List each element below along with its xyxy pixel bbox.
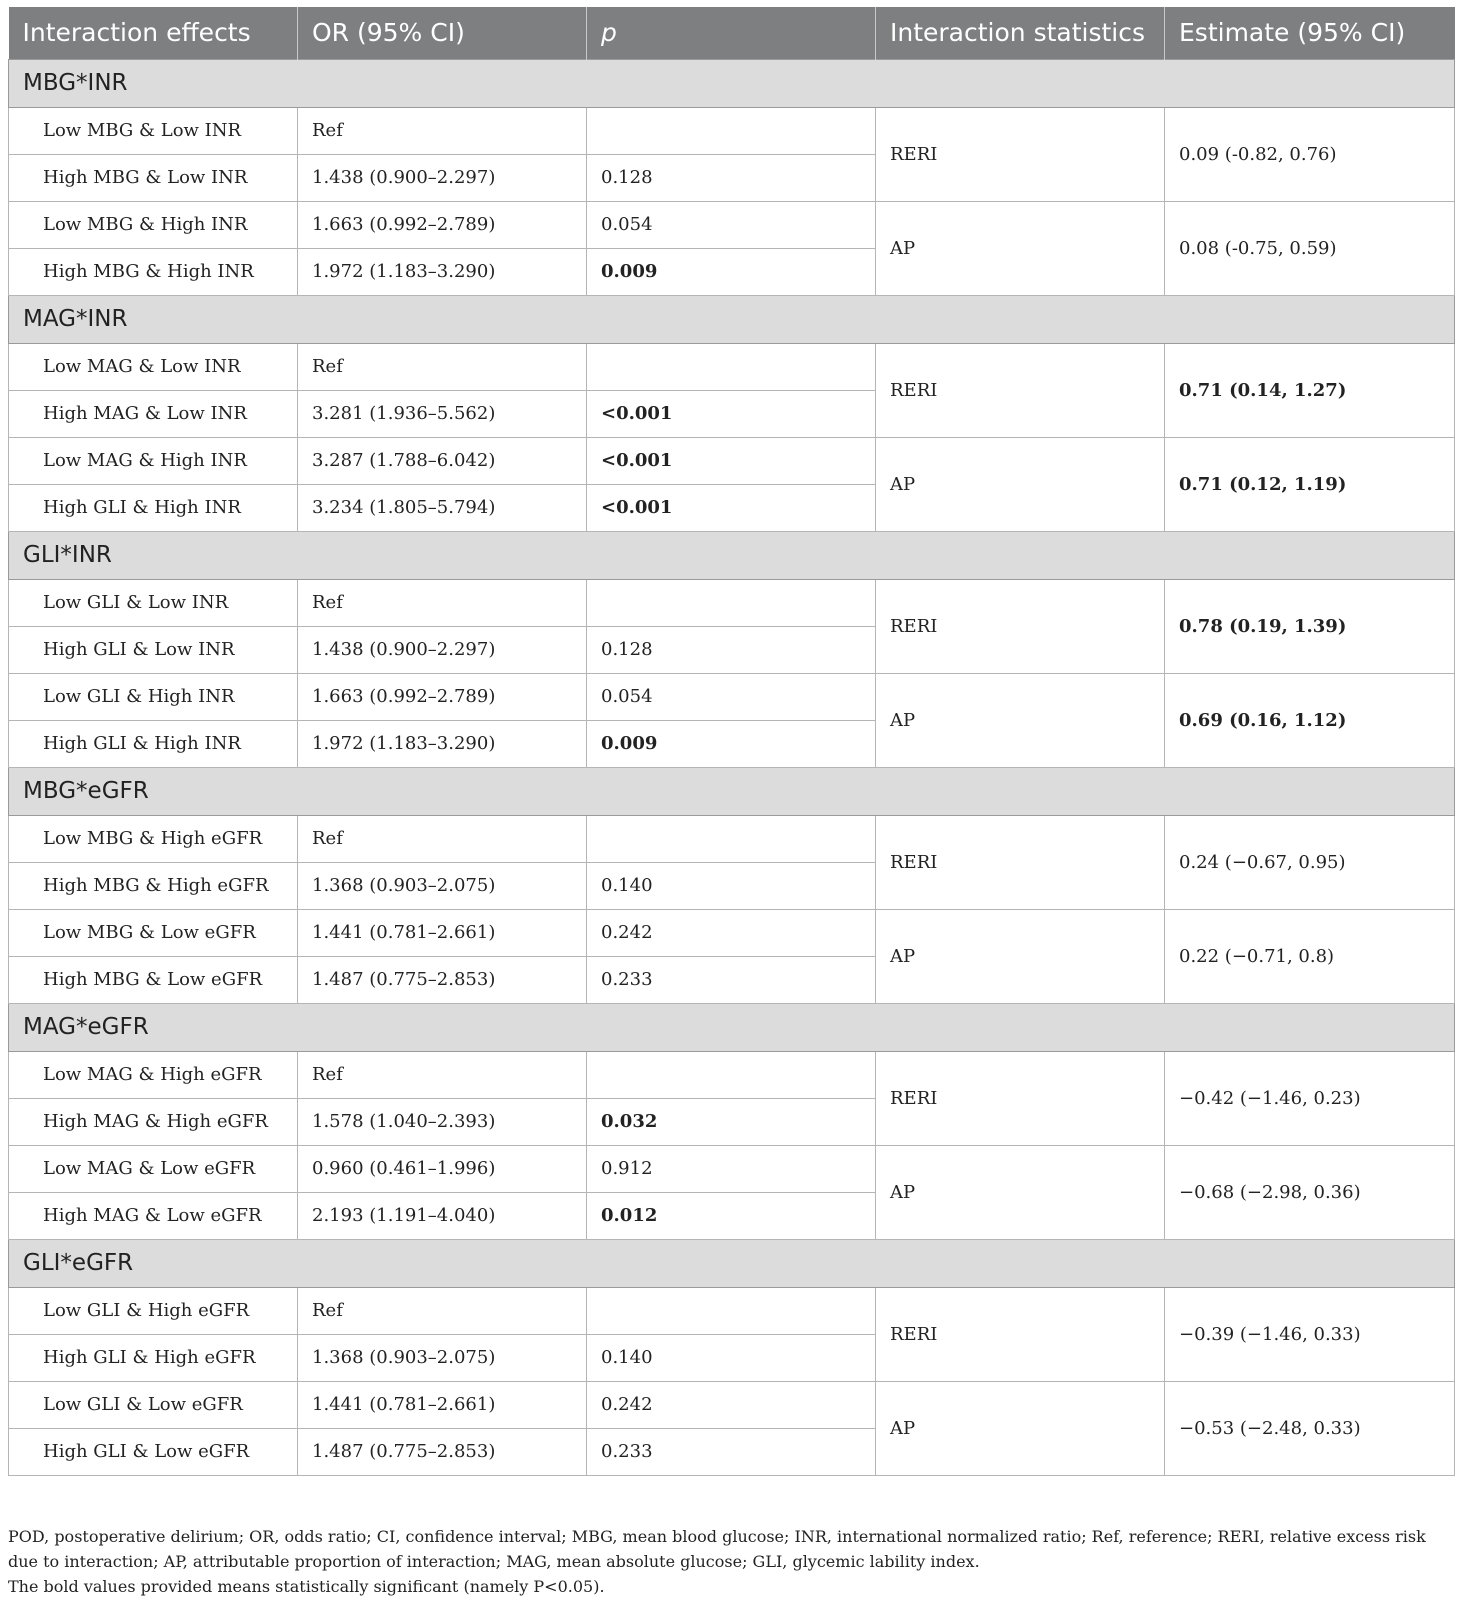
stat-estimate-cell: 0.22 (−0.71, 0.8) xyxy=(1165,909,1455,1003)
section-title: MBG*eGFR xyxy=(9,767,1455,815)
or-cell: 1.368 (0.903–2.075) xyxy=(298,1334,587,1381)
footnote-abbreviations: POD, postoperative delirium; OR, odds ratio; CI, confidence interval; MBG, mean blood glucose; INR, international normalized ratio; Ref, reference; RERI, relative excess risk due to interaction; AP, attributable proportion of interaction; MAG, mean absolute glucose; GLI, glycemic lability index. xyxy=(8,1527,1426,1571)
effect-cell: Low MAG & High eGFR xyxy=(9,1051,298,1098)
effect-cell: Low GLI & Low INR xyxy=(9,579,298,626)
stat-name-cell: AP xyxy=(876,673,1165,767)
effect-cell: Low GLI & High eGFR xyxy=(9,1287,298,1334)
or-cell: 1.578 (1.040–2.393) xyxy=(298,1098,587,1145)
effect-cell: High MAG & Low INR xyxy=(9,390,298,437)
section-title: GLI*INR xyxy=(9,531,1455,579)
stat-name-cell: AP xyxy=(876,437,1165,531)
or-cell: Ref xyxy=(298,107,587,154)
effect-cell: Low MAG & High INR xyxy=(9,437,298,484)
p-value-cell: 0.009 xyxy=(587,720,876,767)
or-cell: 2.193 (1.191–4.040) xyxy=(298,1192,587,1239)
or-cell: Ref xyxy=(298,1051,587,1098)
p-value-cell: 0.233 xyxy=(587,1428,876,1475)
or-cell: 1.441 (0.781–2.661) xyxy=(298,1381,587,1428)
or-cell: 1.441 (0.781–2.661) xyxy=(298,909,587,956)
effect-cell: High MBG & High eGFR xyxy=(9,862,298,909)
effect-cell: High MBG & Low eGFR xyxy=(9,956,298,1003)
interaction-table xyxy=(8,7,1455,1476)
header-estimate: Estimate (95% CI) xyxy=(1165,7,1455,59)
p-value-cell: 0.054 xyxy=(587,201,876,248)
p-value-cell xyxy=(587,1287,876,1334)
p-value-cell: <0.001 xyxy=(587,437,876,484)
table-row xyxy=(9,107,1455,154)
or-cell: 3.281 (1.936–5.562) xyxy=(298,390,587,437)
stat-name-cell: AP xyxy=(876,1145,1165,1239)
or-cell: 3.287 (1.788–6.042) xyxy=(298,437,587,484)
p-value-cell: <0.001 xyxy=(587,390,876,437)
effect-cell: Low MBG & Low eGFR xyxy=(9,909,298,956)
or-cell: 1.438 (0.900–2.297) xyxy=(298,154,587,201)
p-value-cell: 0.242 xyxy=(587,1381,876,1428)
p-value-cell: 0.054 xyxy=(587,673,876,720)
section-row xyxy=(9,1003,1455,1051)
p-value-cell: 0.012 xyxy=(587,1192,876,1239)
effect-cell: High MAG & High eGFR xyxy=(9,1098,298,1145)
effect-cell: High GLI & Low eGFR xyxy=(9,1428,298,1475)
or-cell: 1.487 (0.775–2.853) xyxy=(298,956,587,1003)
or-cell: 1.972 (1.183–3.290) xyxy=(298,720,587,767)
effect-cell: Low MBG & High eGFR xyxy=(9,815,298,862)
table-row xyxy=(9,673,1455,720)
table-row xyxy=(9,437,1455,484)
header-interaction-statistics: Interaction statistics xyxy=(876,7,1165,59)
stat-name-cell: RERI xyxy=(876,579,1165,673)
effect-cell: High GLI & High INR xyxy=(9,484,298,531)
section-row xyxy=(9,767,1455,815)
or-cell: Ref xyxy=(298,815,587,862)
table-row xyxy=(9,1145,1455,1192)
or-cell: Ref xyxy=(298,343,587,390)
table-row xyxy=(9,1287,1455,1334)
effect-cell: High MAG & Low eGFR xyxy=(9,1192,298,1239)
or-cell: 0.960 (0.461–1.996) xyxy=(298,1145,587,1192)
or-cell: 1.663 (0.992–2.789) xyxy=(298,201,587,248)
or-cell: 1.438 (0.900–2.297) xyxy=(298,626,587,673)
p-value-cell: <0.001 xyxy=(587,484,876,531)
section-row xyxy=(9,531,1455,579)
stat-name-cell: AP xyxy=(876,909,1165,1003)
table-row xyxy=(9,579,1455,626)
section-row xyxy=(9,295,1455,343)
table-row xyxy=(9,201,1455,248)
table-header xyxy=(9,7,1455,59)
stat-estimate-cell: 0.71 (0.12, 1.19) xyxy=(1165,437,1455,531)
section-title: MAG*INR xyxy=(9,295,1455,343)
effect-cell: Low MAG & Low eGFR xyxy=(9,1145,298,1192)
footnote-bold-note: The bold values provided means statistically significant (namely P<0.05). xyxy=(8,1577,605,1596)
p-value-cell: 0.128 xyxy=(587,154,876,201)
effect-cell: Low MBG & High INR xyxy=(9,201,298,248)
stat-name-cell: AP xyxy=(876,1381,1165,1475)
stat-name-cell: RERI xyxy=(876,343,1165,437)
results-table-container xyxy=(8,7,1454,1476)
p-value-cell: 0.140 xyxy=(587,862,876,909)
effect-cell: High GLI & High INR xyxy=(9,720,298,767)
p-value-cell: 0.032 xyxy=(587,1098,876,1145)
header-or: OR (95% CI) xyxy=(298,7,587,59)
effect-cell: High GLI & High eGFR xyxy=(9,1334,298,1381)
or-cell: Ref xyxy=(298,1287,587,1334)
stat-name-cell: RERI xyxy=(876,1051,1165,1145)
section-row xyxy=(9,59,1455,107)
or-cell: 1.663 (0.992–2.789) xyxy=(298,673,587,720)
p-value-cell xyxy=(587,343,876,390)
effect-cell: Low GLI & High INR xyxy=(9,673,298,720)
p-value-cell: 0.009 xyxy=(587,248,876,295)
or-cell: 1.487 (0.775–2.853) xyxy=(298,1428,587,1475)
header-row xyxy=(9,7,1455,59)
table-row xyxy=(9,1381,1455,1428)
stat-name-cell: RERI xyxy=(876,1287,1165,1381)
section-row xyxy=(9,1239,1455,1287)
or-cell: 1.972 (1.183–3.290) xyxy=(298,248,587,295)
p-value-cell xyxy=(587,107,876,154)
effect-cell: Low MBG & Low INR xyxy=(9,107,298,154)
section-title: GLI*eGFR xyxy=(9,1239,1455,1287)
stat-name-cell: RERI xyxy=(876,815,1165,909)
table-footnotes xyxy=(8,1524,1454,1599)
p-value-cell xyxy=(587,579,876,626)
stat-estimate-cell: 0.09 (-0.82, 0.76) xyxy=(1165,107,1455,201)
table-row xyxy=(9,815,1455,862)
stat-estimate-cell: −0.68 (−2.98, 0.36) xyxy=(1165,1145,1455,1239)
stat-estimate-cell: 0.69 (0.16, 1.12) xyxy=(1165,673,1455,767)
effect-cell: High MBG & Low INR xyxy=(9,154,298,201)
table-row xyxy=(9,909,1455,956)
section-title: MAG*eGFR xyxy=(9,1003,1455,1051)
effect-cell: High MBG & High INR xyxy=(9,248,298,295)
p-value-cell: 0.140 xyxy=(587,1334,876,1381)
stat-estimate-cell: 0.08 (-0.75, 0.59) xyxy=(1165,201,1455,295)
p-value-cell: 0.242 xyxy=(587,909,876,956)
stat-name-cell: RERI xyxy=(876,107,1165,201)
p-value-cell: 0.912 xyxy=(587,1145,876,1192)
table-row xyxy=(9,343,1455,390)
header-p: p xyxy=(587,7,876,59)
stat-estimate-cell: −0.39 (−1.46, 0.33) xyxy=(1165,1287,1455,1381)
stat-estimate-cell: 0.78 (0.19, 1.39) xyxy=(1165,579,1455,673)
stat-estimate-cell: 0.24 (−0.67, 0.95) xyxy=(1165,815,1455,909)
p-value-cell xyxy=(587,1051,876,1098)
p-value-cell: 0.128 xyxy=(587,626,876,673)
section-title: MBG*INR xyxy=(9,59,1455,107)
effect-cell: High GLI & Low INR xyxy=(9,626,298,673)
or-cell: 1.368 (0.903–2.075) xyxy=(298,862,587,909)
stat-name-cell: AP xyxy=(876,201,1165,295)
effect-cell: Low MAG & Low INR xyxy=(9,343,298,390)
stat-estimate-cell: 0.71 (0.14, 1.27) xyxy=(1165,343,1455,437)
effect-cell: Low GLI & Low eGFR xyxy=(9,1381,298,1428)
or-cell: Ref xyxy=(298,579,587,626)
header-interaction-effects: Interaction effects xyxy=(9,7,298,59)
stat-estimate-cell: −0.53 (−2.48, 0.33) xyxy=(1165,1381,1455,1475)
or-cell: 3.234 (1.805–5.794) xyxy=(298,484,587,531)
stat-estimate-cell: −0.42 (−1.46, 0.23) xyxy=(1165,1051,1455,1145)
p-value-cell: 0.233 xyxy=(587,956,876,1003)
table-body xyxy=(9,59,1455,1475)
p-value-cell xyxy=(587,815,876,862)
table-row xyxy=(9,1051,1455,1098)
